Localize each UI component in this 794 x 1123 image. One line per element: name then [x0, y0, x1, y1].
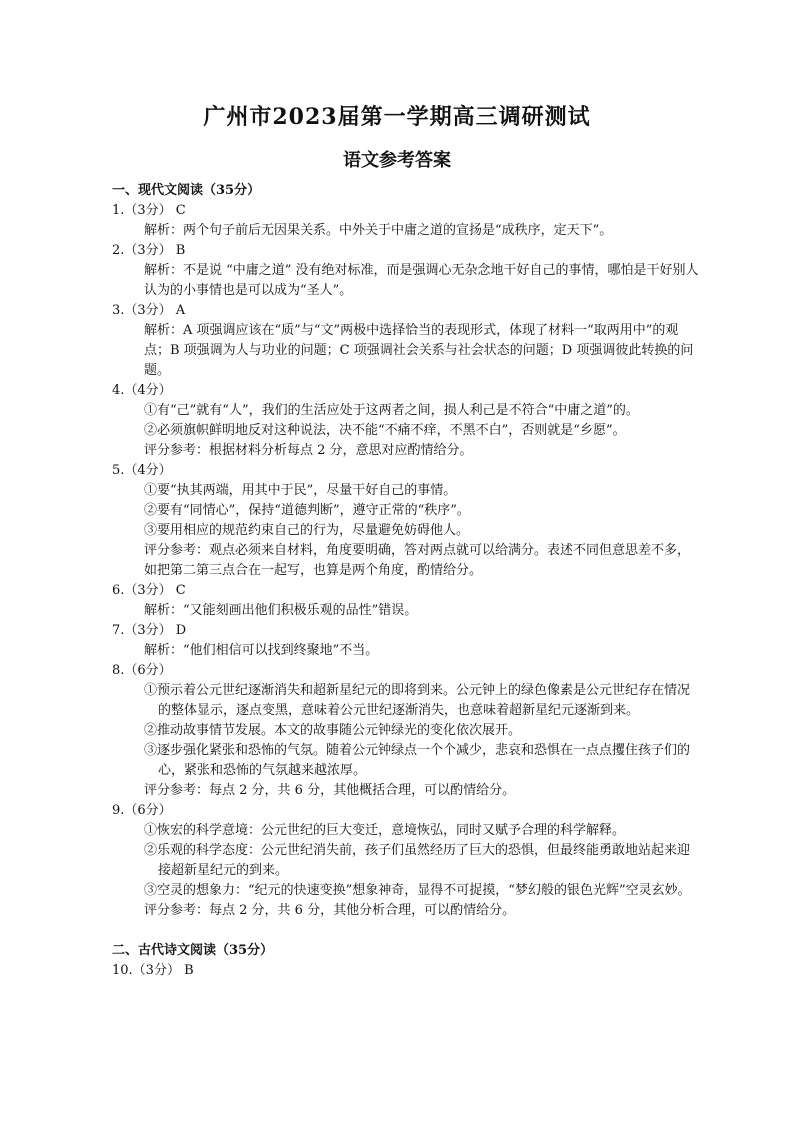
- question-6: [112, 581, 702, 621]
- question-10: [112, 961, 702, 981]
- page-subtitle: 语文参考答案: [343, 150, 451, 171]
- question-head: 3.（3分） A: [112, 303, 186, 318]
- answer-content: [112, 181, 702, 981]
- answer-point-text: ①恢宏的科学意境：公元世纪的巨大变迁，意境恢弘，同时又赋予合理的科学解释。: [144, 823, 626, 838]
- question-head: 10.（3分） B: [112, 963, 194, 978]
- question-5: [112, 461, 702, 581]
- question-1: [112, 201, 702, 241]
- answer-line: 解析：A 项强调应该在“质”与“文”两极中选择恰当的表现形式，体现了材料一“取两用中”的观点；B 项强调为人与功业的问题；C 项强调社会关系与社会状态的问题；D 项强调彼此转换的问题。: [144, 323, 694, 378]
- answer-point-text: ①预示着公元世纪逐渐消失和超新星纪元的即将到来。公元钟上的绿色像素是公元世纪存在情况的整体显示，逐点变黑，意味着公元世纪逐渐消失，也意味着超新星纪元逐渐到来。: [144, 683, 691, 718]
- question-head: 5.（4分）: [112, 463, 172, 478]
- answer-point-text: ③空灵的想象力：“纪元的快速变换”想象神奇，显得不可捉摸，“梦幻般的银色光辉”空灵玄妙。: [144, 883, 691, 898]
- answer-point: [112, 741, 702, 781]
- question-head: 6.（3分） C: [112, 583, 186, 598]
- question-7: [112, 621, 702, 661]
- answer-line: ①有“己”就有“人”，我们的生活应处于这两者之间，损人利己是不符合“中庸之道”的。: [144, 403, 639, 418]
- answer-point: [112, 821, 702, 841]
- answer-point-text: ③逐步强化紧张和恐怖的气氛。随着公元钟绿点一个个减少，悲哀和恐惧在一点点攫住孩子们的心，紧张和恐怖的气氛越来越浓厚。: [144, 743, 691, 778]
- question-2: [112, 241, 702, 301]
- question-4: [112, 381, 702, 461]
- answer-point-text: ②乐观的科学态度：公元世纪消失前，孩子们虽然经历了巨大的恐惧，但最终能勇敢地站起来迎接超新星纪元的到来。: [144, 843, 691, 878]
- question-3: [112, 301, 702, 381]
- answer-line: 解析：“又能刻画出他们积极乐观的品性”错误。: [144, 603, 418, 618]
- answer-line: 解析：不是说 “中庸之道” 没有绝对标准，而是强调心无杂念地干好自己的事情，哪怕是干好别人认为的小事情也是可以成为“圣人”。: [144, 263, 699, 298]
- answer-line: 解析：“他们相信可以找到终聚地”不当。: [144, 643, 379, 658]
- question-head: 8.（6分）: [112, 663, 172, 678]
- answer-point: [112, 721, 702, 741]
- answer-line: ①要“执其两端，用其中于民”，尽量干好自己的事情。: [144, 483, 457, 498]
- question-8: [112, 661, 702, 801]
- section-heading: 一、现代文阅读（35分）: [112, 183, 261, 198]
- question-head: 1.（3分） C: [112, 203, 186, 218]
- answer-point: [112, 841, 702, 881]
- answer-line: ②必须旗帜鲜明地反对这种说法，决不能“不痛不痒，不黑不白”，否则就是“乡愿”。: [144, 423, 626, 438]
- scoring-note: 评分参考：每点 2 分，共 6 分，其他分析合理，可以酌情给分。: [144, 903, 516, 918]
- question-head: 2.（3分） B: [112, 243, 186, 258]
- section-heading: 二、古代诗文阅读（35分）: [112, 943, 274, 958]
- page-title: 广州市2023届第一学期高三调研测试: [203, 104, 591, 130]
- answer-point: [112, 881, 702, 901]
- question-head: 7.（3分） D: [112, 623, 187, 638]
- answer-point-text: ②推动故事情节发展。本文的故事随公元钟绿光的变化依次展开。: [144, 723, 522, 738]
- scoring-note: 评分参考：观点必须来自材料，角度要明确，答对两点就可以给满分。表述不同但意思差不多，如把第二第三点合在一起写，也算是两个角度，酌情给分。: [144, 543, 691, 578]
- question-head: 9.（6分）: [112, 803, 172, 818]
- answer-line: ③要用相应的规范约束自己的行为，尽量避免妨碍他人。: [144, 523, 470, 538]
- scoring-note: 评分参考：根据材料分析每点 2 分，意思对应酌情给分。: [144, 443, 473, 458]
- question-9: [112, 801, 702, 921]
- answer-line: 解析：两个句子前后无因果关系。中外关于中庸之道的宣扬是“成秩序，定天下”。: [144, 223, 613, 238]
- answer-line: ②要有“同情心”，保持“道德判断”，遵守正常的“秩序”。: [144, 503, 470, 518]
- answer-point: [112, 681, 702, 721]
- question-head: 4.（4分）: [112, 383, 172, 398]
- scoring-note: 评分参考：每点 2 分，共 6 分，其他概括合理，可以酌情给分。: [144, 783, 516, 798]
